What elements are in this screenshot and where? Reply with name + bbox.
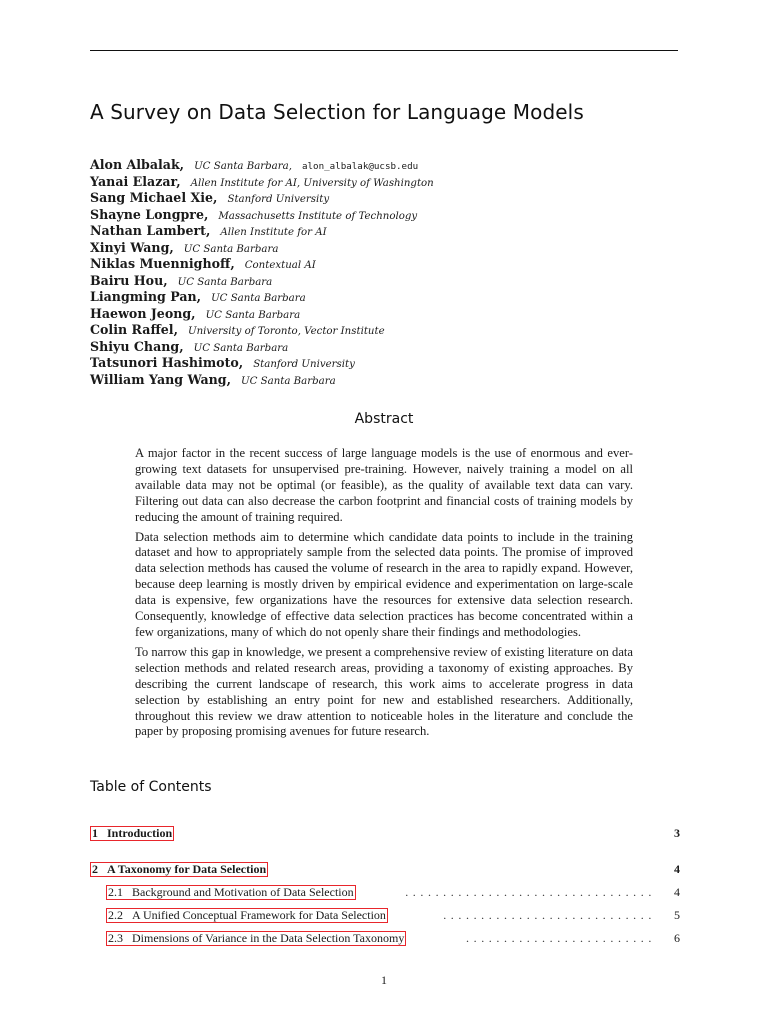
author-entry: [90, 322, 690, 339]
toc-entry-page: 4: [674, 885, 680, 899]
author-affiliation: UC Santa Barbara: [177, 276, 273, 288]
author-entry: [90, 339, 690, 356]
author-affiliation: Allen Institute for AI, University of Washington: [190, 177, 434, 189]
toc-link-box[interactable]: [106, 908, 388, 923]
author-entry: [90, 256, 690, 273]
author-entry: [90, 355, 690, 372]
author-affiliation: University of Toronto, Vector Institute: [187, 326, 385, 337]
author-entry: [90, 240, 690, 257]
toc-link-box[interactable]: [90, 862, 268, 877]
toc-entry-page: 3: [674, 826, 680, 840]
toc-entry-number: 1: [92, 826, 98, 840]
toc-entry-background[interactable]: [106, 884, 680, 900]
author-affiliation: Contextual AI: [244, 260, 316, 271]
page-number: 1: [381, 973, 387, 987]
toc-entry-dimensions[interactable]: [106, 930, 680, 946]
author-name: Bairu Hou,: [90, 272, 168, 288]
author-name: Xinyi Wang,: [90, 239, 174, 255]
author-entry: [90, 273, 690, 290]
author-affiliation: Stanford University: [227, 194, 330, 205]
author-affiliation: Massachusetts Institute of Technology: [218, 210, 418, 222]
abstract-heading: Abstract: [354, 411, 414, 427]
author-entry: [90, 157, 690, 174]
author-name: Yanai Elazar,: [90, 173, 181, 189]
toc-entry-number: 2.1: [108, 885, 123, 899]
abstract-paragraph: A major factor in the recent success of large language models is the use of enormous and ever-growing text datasets for unsupervised pre-training. However, naively training a model on all available data may not be optimal (or feasible), as the quality of available text data can vary. Filtering out data can also decrease the carbon footprint and financial costs of training models by reducing the amount of training required.: [135, 446, 633, 524]
toc-entry-title: Dimensions of Variance in the Data Selection Taxonomy: [132, 931, 405, 945]
toc-leader-dots: .........................: [466, 931, 656, 945]
author-affiliation: UC Santa Barbara,: [194, 161, 292, 172]
author-name: Shiyu Chang,: [90, 338, 184, 354]
author-entry: [90, 174, 690, 191]
toc-link-box[interactable]: [106, 885, 356, 900]
author-affiliation: UC Santa Barbara: [183, 243, 279, 255]
author-entry: [90, 190, 690, 207]
author-name: Alon Albalak,: [90, 157, 185, 172]
author-name: Tatsunori Hashimoto,: [90, 355, 244, 370]
abstract-body: [135, 446, 633, 744]
toc-link-box[interactable]: [106, 931, 406, 946]
author-name: Nathan Lambert,: [90, 223, 211, 238]
author-name: Liangming Pan,: [90, 289, 202, 304]
toc-entry-title: A Unified Conceptual Framework for Data Selection: [132, 908, 386, 922]
author-name: William Yang Wang,: [90, 371, 232, 387]
author-entry: [90, 372, 690, 389]
author-name: Haewon Jeong,: [90, 305, 196, 321]
toc-entry-number: 2.3: [108, 931, 123, 945]
toc-entry-title: A Taxonomy for Data Selection: [107, 862, 267, 876]
toc-entry-page: 4: [674, 862, 680, 876]
author-name: Sang Michael Xie,: [90, 190, 218, 205]
toc-entry-taxonomy[interactable]: [90, 861, 680, 877]
toc-leader-dots: .................................: [405, 885, 656, 899]
abstract-paragraph: Data selection methods aim to determine which candidate data points to include in the training dataset and how to appropriately sample from the selected data points. The promise of improved data selection methods has caused the volume of research in the area to rapidly expand. However, because deep learning is mostly driven by empirical evidence and experimentation on large-scale data is expensive, few organizations have the resources for extensive data selection research. Consequently, knowledge of effective data selection practices has become concentrated within a few organizations, many of which do not openly share their findings and methodologies.: [135, 529, 633, 639]
toc-entry-number: 2.2: [108, 908, 123, 922]
author-affiliation: Stanford University: [253, 359, 355, 370]
toc-entry-page: 5: [674, 908, 680, 922]
author-entry: [90, 223, 690, 240]
author-email[interactable]: alon_albalak@ucsb.edu: [301, 161, 419, 172]
toc-entry-title: Introduction: [107, 826, 173, 840]
toc-entry-page: 6: [674, 931, 680, 945]
toc-heading: Table of Contents: [90, 779, 212, 795]
paper-title: A Survey on Data Selection for Language Models: [90, 100, 584, 124]
author-affiliation: UC Santa Barbara: [205, 309, 301, 321]
author-name: Colin Raffel,: [90, 322, 178, 337]
toc-link-box[interactable]: [90, 826, 174, 841]
author-affiliation: UC Santa Barbara: [241, 375, 336, 387]
toc-leader-dots: ............................: [443, 908, 656, 922]
author-list: [90, 157, 690, 388]
author-entry: [90, 306, 690, 323]
abstract-paragraph: To narrow this gap in knowledge, we present a comprehensive review of existing literature on data selection methods and related research areas, providing a taxonomy of existing approaches. By describing the current landscape of research, this work aims to accelerate progress in data selection by establishing an entry point for new and established researchers. Additionally, throughout this review we draw attention to noticeable holes in the literature and conclude the paper by proposing promising avenues for future research.: [135, 644, 633, 739]
toc-entry-number: 2: [92, 862, 98, 876]
author-name: Niklas Muennighoff,: [90, 256, 235, 271]
author-name: Shayne Longpre,: [90, 206, 209, 222]
author-affiliation: UC Santa Barbara: [193, 342, 289, 354]
author-affiliation: UC Santa Barbara: [211, 293, 306, 304]
author-entry: [90, 207, 690, 224]
toc-entry-title: Background and Motivation of Data Selection: [132, 885, 354, 899]
author-entry: [90, 289, 690, 306]
toc-entry-framework[interactable]: [106, 907, 680, 923]
top-rule: [90, 50, 678, 51]
toc-entry-introduction[interactable]: [90, 825, 680, 841]
author-affiliation: Allen Institute for AI: [220, 227, 327, 238]
